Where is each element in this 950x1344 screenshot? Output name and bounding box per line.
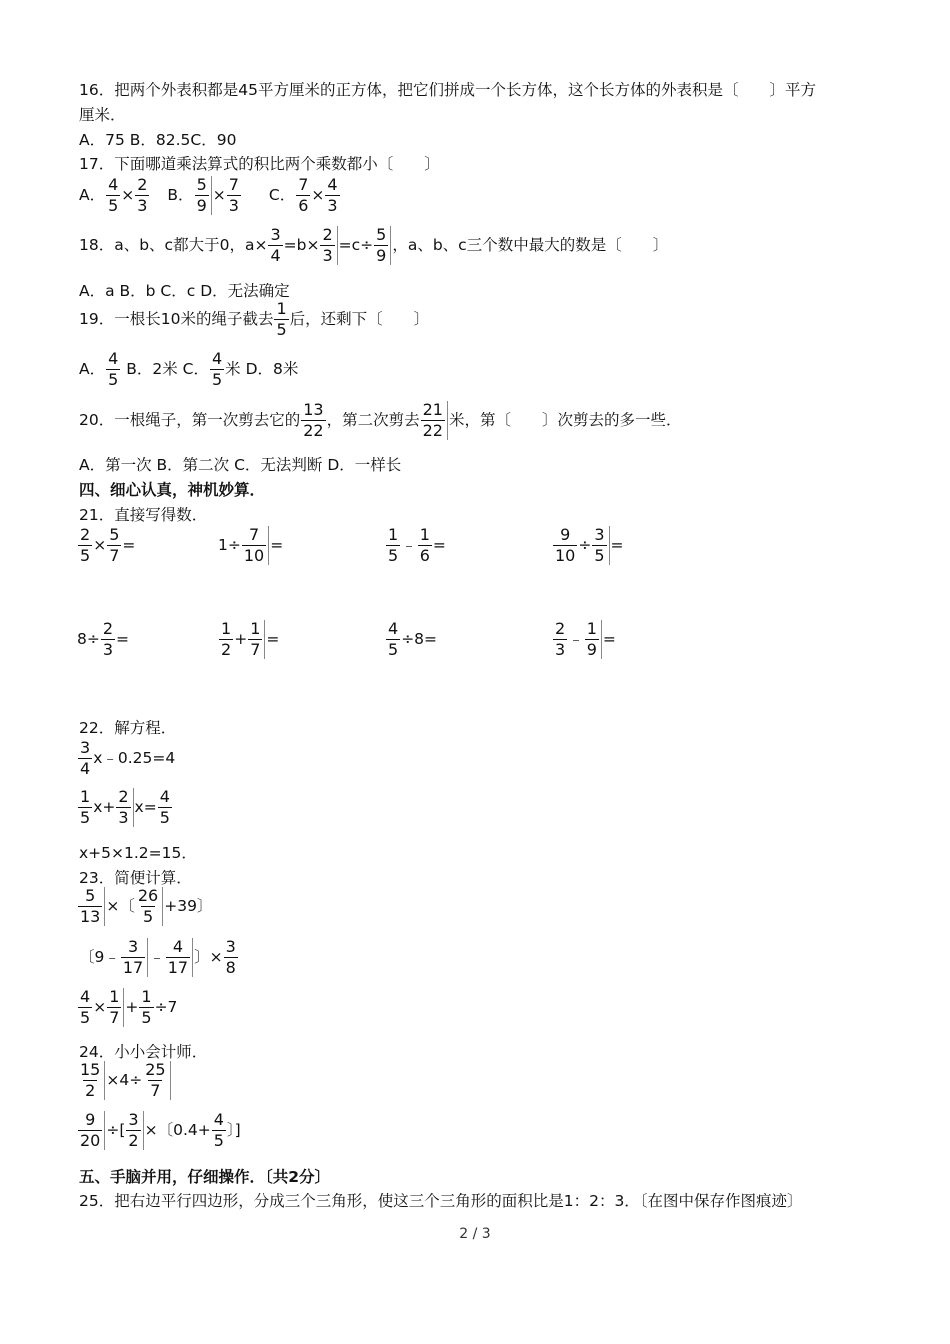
fraction: $\frac{1}{7}$ — [107, 988, 124, 1027]
fraction: $\frac{1}{2}$ — [221, 619, 232, 659]
q21-item-8: $\frac{2}{3}$ ﹣ $\frac{1}{9}$ = — [555, 619, 616, 659]
fraction: $\frac{4}{5}$ — [108, 175, 119, 215]
fraction: $\frac{4}{5}$ — [80, 987, 91, 1027]
fraction: $\frac{5}{13}$ — [78, 887, 105, 926]
q17-options: A． $\frac{4}{5}$ × $\frac{2}{3}$ B． $\frac{5}{9}$ × $\frac{7}{3}$ C． $\frac{7}{6}$ × $\frac{4}{3}$ — [79, 175, 338, 215]
q19-options: A． $\frac{4}{5}$ B．2米 C． $\frac{4}{5}$ 米 D．8米 — [79, 349, 299, 389]
option-label: A． — [79, 186, 106, 204]
fraction: $\frac{2}{3}$ — [320, 226, 337, 265]
q18-options: A．a B．b C．c D．无法确定 — [79, 282, 290, 300]
section5-title: 五、手脑并用，仔细操作．〔共2分〕 — [79, 1168, 331, 1186]
fraction: $\frac{2}{3}$ — [137, 175, 148, 215]
q21-item-4: $\frac{9}{10}$ ÷ $\frac{3}{5}$ = — [555, 525, 624, 565]
q21-item-6: $\frac{1}{2}$ + $\frac{1}{7}$ = — [221, 619, 280, 659]
fraction: $\frac{1}{6}$ — [419, 525, 430, 565]
q25-text: 25．把右边平行四边形，分成三个三角形，使这三个三角形的面积比是1：2：3．〔在图中保存作图痕迹〕 — [79, 1192, 803, 1210]
q23-expr1: $\frac{5}{13}$ ×〔 $\frac{26}{5}$ +39〕 — [80, 886, 213, 926]
page-number: 2 / 3 — [459, 1226, 491, 1242]
fraction: $\frac{4}{5}$ — [388, 619, 399, 659]
q16-line1: 16．把两个外表积都是45平方厘米的正方体，把它们拼成一个长方体，这个长方体的外表积是〔 〕平方 — [79, 81, 816, 99]
fraction: $\frac{3}{17}$ — [121, 938, 148, 977]
fraction: $\frac{4}{5}$ — [159, 787, 170, 827]
q22-eq1: $\frac{3}{4}$ x﹣0.25=4 — [80, 738, 176, 778]
fraction: $\frac{3}{2}$ — [126, 1111, 143, 1150]
fraction: $\frac{1}{5}$ — [80, 787, 91, 827]
q16-options: A．75 B．82.5C．90 — [79, 131, 237, 149]
fraction: $\frac{1}{9}$ — [585, 620, 602, 659]
fraction: $\frac{3}{5}$ — [592, 526, 609, 565]
q23-expr3: $\frac{4}{5}$ × $\frac{1}{7}$ + $\frac{1}{5}$ ÷7 — [80, 987, 178, 1027]
fraction: $\frac{5}{9}$ — [374, 226, 391, 265]
fraction: $\frac{2}{3}$ — [102, 619, 114, 659]
fraction: $\frac{13}{22}$ — [303, 400, 324, 440]
fraction: $\frac{15}{2}$ — [78, 1061, 105, 1100]
q22-eq3: x+5×1.2=15． — [79, 844, 197, 862]
q21-item-2: 1÷ $\frac{7}{10}$ = — [218, 525, 284, 565]
fraction: $\frac{4}{5}$ — [213, 1110, 224, 1150]
fraction: $\frac{4}{3}$ — [327, 175, 338, 215]
fraction: $\frac{7}{10}$ — [242, 526, 269, 565]
fraction: $\frac{1}{7}$ — [248, 620, 265, 659]
q23-stem: 23．简便计算． — [79, 869, 192, 887]
fraction: $\frac{3}{4}$ — [270, 225, 281, 265]
fraction: $\frac{4}{5}$ — [211, 349, 223, 389]
q21-item-7: $\frac{4}{5}$ ÷8= — [388, 619, 438, 659]
fraction: $\frac{4}{17}$ — [166, 938, 193, 977]
q18-stem: 18．a、b、c都大于0，a× $\frac{3}{4}$ =b× $\frac{2}{3}$ =c÷ $\frac{5}{9}$ ，a、b、c三个数中最大的数是〔 〕 — [79, 225, 669, 265]
fraction: $\frac{2}{3}$ — [555, 619, 566, 659]
fraction: $\frac{5}{7}$ — [109, 525, 120, 565]
fraction: $\frac{9}{10}$ — [555, 525, 576, 565]
fraction: $\frac{7}{6}$ — [298, 175, 309, 215]
fraction: $\frac{2}{3}$ — [116, 788, 133, 827]
q16-line2: 厘米． — [79, 106, 126, 124]
q21-stem: 21．直接写得数． — [79, 506, 208, 524]
q19-stem: 19．一根长10米的绳子截去 $\frac{1}{5}$ 后，还剩下〔 〕 — [79, 299, 430, 339]
option-label: C． — [268, 186, 296, 204]
fraction: $\frac{4}{5}$ — [108, 349, 119, 389]
fraction: $\frac{3}{4}$ — [80, 738, 91, 778]
fraction: $\frac{1}{5}$ — [388, 525, 399, 565]
fraction: $\frac{26}{5}$ — [136, 887, 163, 926]
section4-title: 四、细心认真，神机妙算． — [79, 481, 266, 499]
fraction: $\frac{2}{5}$ — [80, 525, 91, 565]
fraction: $\frac{7}{3}$ — [228, 175, 239, 215]
q22-stem: 22．解方程． — [79, 719, 177, 737]
q24-stem: 24．小小会计师． — [79, 1043, 208, 1061]
fraction: $\frac{21}{22}$ — [421, 401, 448, 440]
q17-stem: 17．下面哪道乘法算式的积比两个乘数都小〔 〕 — [79, 155, 440, 173]
fraction: $\frac{5}{9}$ — [195, 176, 212, 215]
fraction: $\frac{9}{20}$ — [78, 1111, 105, 1150]
q24-expr2: $\frac{9}{20}$ ÷[ $\frac{3}{2}$ ×〔0.4+ $\frac{4}{5}$ 〕] — [80, 1110, 241, 1150]
q24-expr1: $\frac{15}{2}$ ×4÷ $\frac{25}{7}$ — [77, 1061, 172, 1100]
fraction: $\frac{1}{5}$ — [276, 299, 287, 339]
q21-item-3: $\frac{1}{5}$ ﹣ $\frac{1}{6}$ = — [388, 525, 446, 565]
q21-item-5: 8÷ $\frac{2}{3}$ = — [77, 619, 130, 659]
q20-options: A．第一次 B．第二次 C．无法判断 D．一样长 — [79, 456, 402, 474]
fraction: $\frac{1}{5}$ — [141, 987, 152, 1027]
q23-expr2: 〔9﹣ $\frac{3}{17}$ ﹣ $\frac{4}{17}$ 〕× $\frac{3}{8}$ — [79, 937, 236, 977]
q21-item-1: $\frac{2}{5}$ × $\frac{5}{7}$ = — [80, 525, 136, 565]
option-label: B． — [167, 186, 194, 204]
fraction: $\frac{3}{8}$ — [225, 937, 236, 977]
q20-stem: 20．一根绳子，第一次剪去它的 $\frac{13}{22}$ ，第二次剪去 $\frac{21}{22}$ 米，第〔 〕次剪去的多一些． — [79, 400, 682, 440]
fraction: $\frac{25}{7}$ — [143, 1061, 170, 1100]
q22-eq2: $\frac{1}{5}$ x+ $\frac{2}{3}$ x= $\frac{4}{5}$ — [80, 787, 170, 827]
